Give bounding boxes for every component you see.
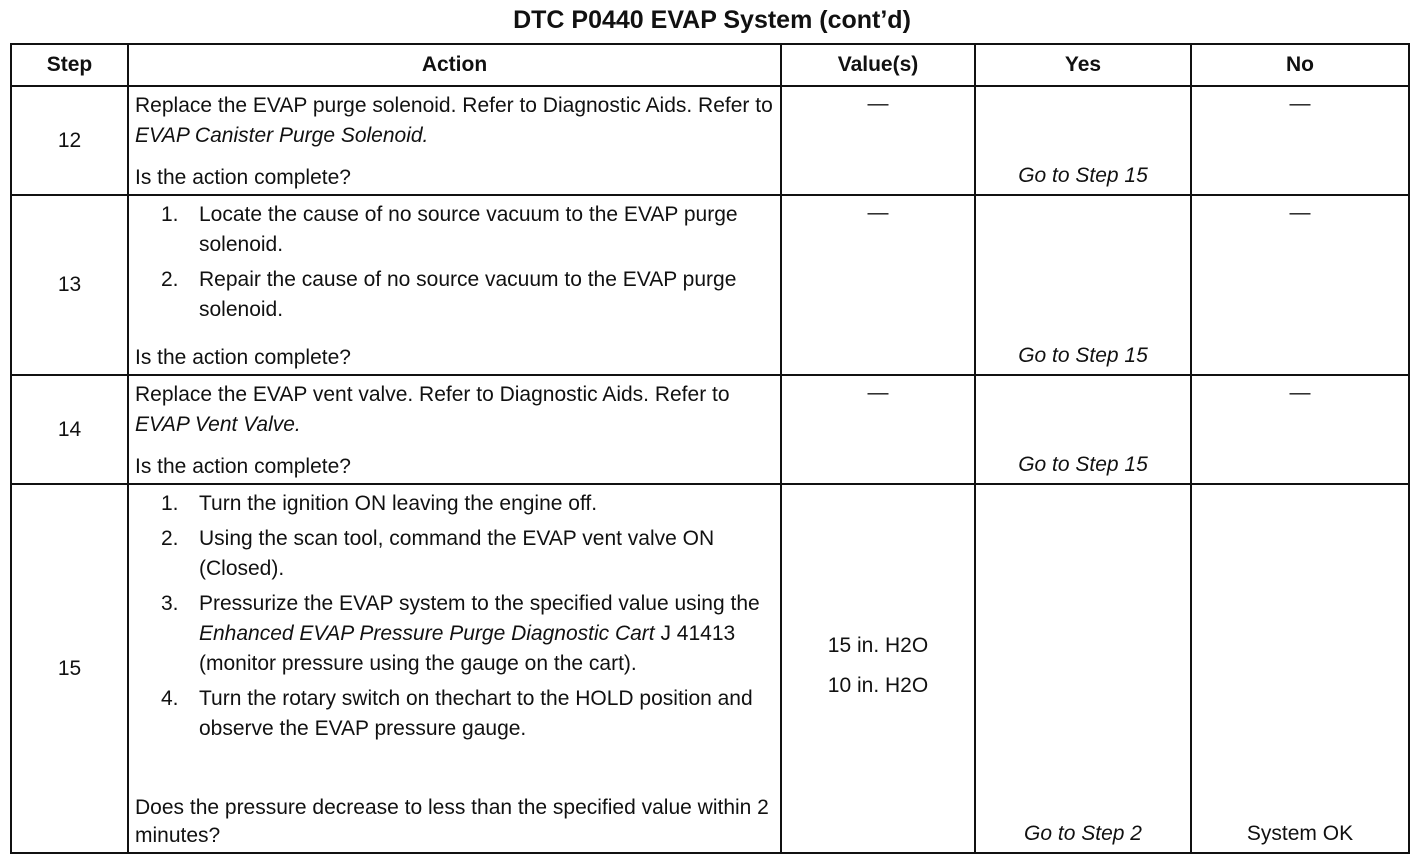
action-step-text-cont: J 41413 (monitor pressure using the gauge on the cart).: [199, 622, 736, 675]
procedure-reference: EVAP Vent Valve.: [135, 413, 301, 436]
no-cell: [1191, 195, 1409, 375]
action-cell: [128, 484, 781, 853]
no-dash: —: [1289, 381, 1311, 404]
page-title: DTC P0440 EVAP System (cont’d): [513, 6, 911, 34]
yes-text: Go to Step 15: [1018, 164, 1148, 187]
step-number: 13: [11, 195, 128, 375]
action-step-number: 4.: [161, 687, 179, 710]
action-step-number: 1.: [161, 492, 179, 515]
yes-text: Go to Step 15: [1018, 453, 1148, 476]
no-dash: —: [1289, 201, 1311, 224]
action-step-number: 1.: [161, 203, 179, 226]
action-step-number: 2.: [161, 268, 179, 291]
no-result: System OK: [1246, 822, 1354, 845]
step-number: 12: [11, 86, 128, 195]
action-step-number: 3.: [161, 592, 179, 615]
yes-link[interactable]: [976, 162, 1190, 190]
yes-cell: [975, 484, 1191, 853]
action-cell: [128, 195, 781, 375]
value-dash: —: [867, 201, 889, 224]
action-step-number: 2.: [161, 527, 179, 550]
value-dash: —: [867, 92, 889, 115]
value-cell: [781, 375, 975, 484]
action-step-item: [135, 200, 774, 260]
action-step-text: Turn the rotary switch on thechart to the HOLD position and observe the EVAP pressure gauge.: [199, 687, 753, 740]
action-cell: [128, 86, 781, 195]
yes-text: Go to Step 15: [1018, 344, 1148, 367]
header-yes: Yes: [975, 44, 1191, 86]
yes-cell: [975, 86, 1191, 195]
action-text-plain: Replace the EVAP purge solenoid. Refer to Diagnostic Aids. Refer to: [135, 94, 773, 117]
action-step-item: [135, 524, 774, 584]
action-step-item: [135, 265, 774, 325]
action-steps: [135, 489, 774, 815]
tool-reference: Enhanced EVAP Pressure Purge Diagnostic Cart: [199, 622, 655, 645]
step-number: 15: [11, 484, 128, 853]
action-step-item: [135, 684, 774, 744]
value-cell: [781, 86, 975, 195]
step-number: 14: [11, 375, 128, 484]
yes-link[interactable]: [976, 820, 1190, 848]
table-row-step-13: [11, 195, 1409, 375]
yes-cell: [975, 375, 1191, 484]
no-dash: —: [1289, 92, 1311, 115]
yes-text: Go to Step 2: [1024, 822, 1142, 845]
value-item: 10 in. H2O: [827, 674, 929, 697]
header-step: Step: [11, 44, 128, 86]
action-cell: [128, 375, 781, 484]
no-cell: [1191, 484, 1409, 853]
yes-cell: [975, 195, 1191, 375]
header-values: Value(s): [781, 44, 975, 86]
no-cell: [1191, 375, 1409, 484]
header-no: No: [1191, 44, 1409, 86]
header-row: [11, 44, 1409, 86]
action-steps: [135, 200, 774, 364]
header-action: Action: [128, 44, 781, 86]
yes-link[interactable]: [976, 342, 1190, 370]
table-row-step-14: [11, 375, 1409, 484]
value-item: 15 in. H2O: [827, 634, 929, 657]
action-question: Does the pressure decrease to less than the specified value within 2 minutes?: [135, 796, 769, 847]
yes-link[interactable]: [976, 451, 1190, 479]
table-row-step-12: [11, 86, 1409, 195]
action-question: Is the action complete?: [135, 455, 351, 478]
action-step-item: [135, 489, 774, 519]
action-step-text: Turn the ignition ON leaving the engine off.: [199, 492, 598, 515]
value-cell: [781, 484, 975, 853]
value-cell: [781, 195, 975, 375]
action-question: Is the action complete?: [135, 166, 351, 189]
diagnostic-table: [10, 43, 1410, 854]
value-list: [782, 485, 974, 706]
procedure-reference: EVAP Canister Purge Solenoid.: [135, 124, 429, 147]
action-text-plain: Replace the EVAP vent valve. Refer to Diagnostic Aids. Refer to: [135, 383, 730, 406]
action-step-item: [135, 589, 774, 679]
no-cell: [1191, 86, 1409, 195]
action-step-text: Pressurize the EVAP system to the specified value using the: [199, 592, 760, 615]
action-step-text: Locate the cause of no source vacuum to the EVAP purge solenoid.: [199, 203, 738, 256]
action-question: Is the action complete?: [135, 346, 351, 369]
value-dash: —: [867, 381, 889, 404]
action-step-text: Using the scan tool, command the EVAP vent valve ON (Closed).: [199, 527, 715, 580]
action-step-text: Repair the cause of no source vacuum to the EVAP purge solenoid.: [199, 268, 737, 321]
table-row-step-15: [11, 484, 1409, 853]
